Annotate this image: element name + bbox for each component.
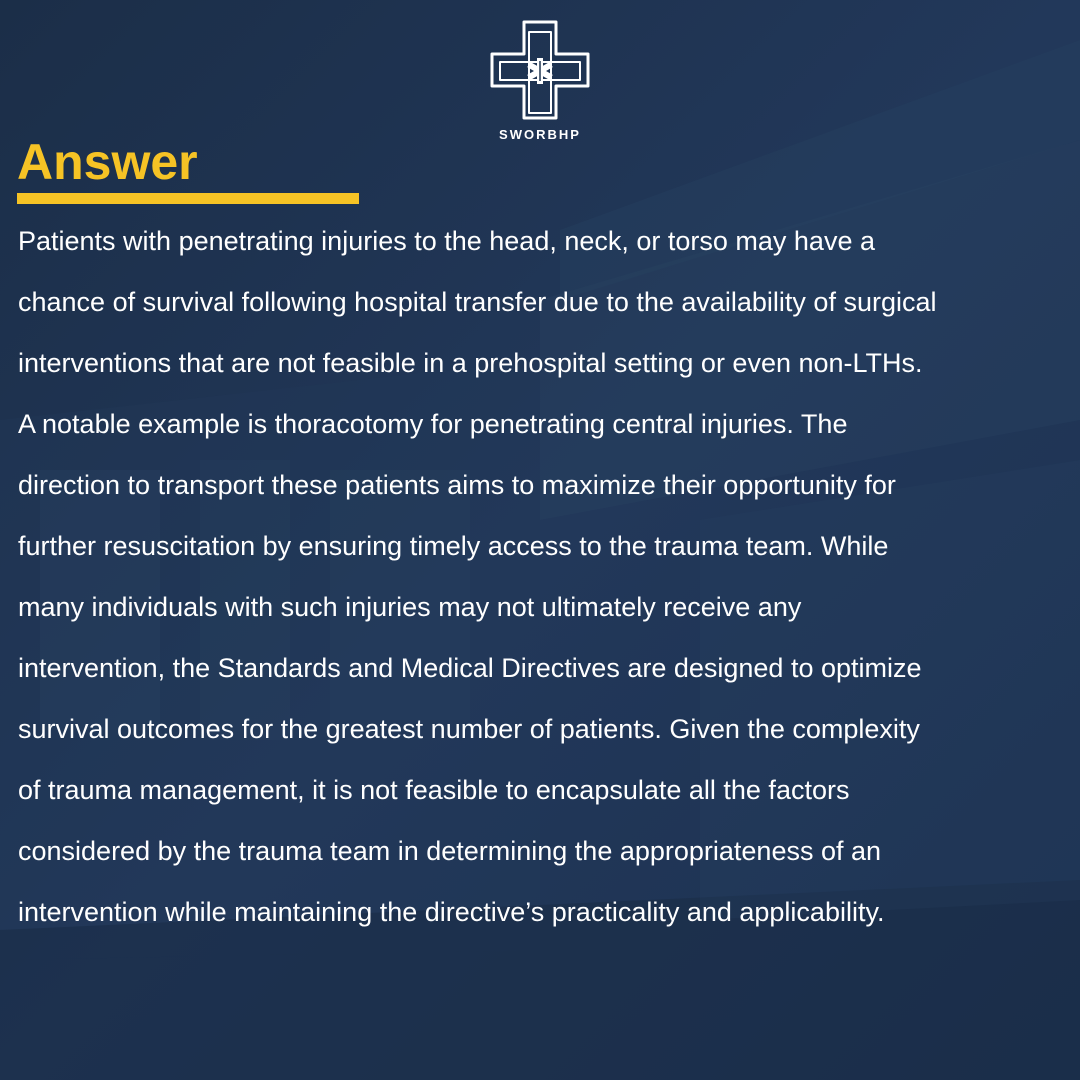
paragraph-line: Patients with penetrating injuries to the head, neck, or torso may have a	[18, 226, 875, 256]
paragraph-line: direction to transport these patients aims to maximize their opportunity for	[18, 470, 896, 500]
paragraph-line: chance of survival following hospital transfer due to the availability of surgical	[18, 287, 937, 317]
answer-paragraph	[18, 211, 1070, 943]
title-underline	[17, 193, 359, 204]
paragraph-line: intervention, the Standards and Medical Directives are designed to optimize	[18, 653, 922, 683]
paragraph-line: of trauma management, it is not feasible to encapsulate all the factors	[18, 775, 850, 805]
paragraph-line: considered by the trauma team in determining the appropriateness of an	[18, 836, 882, 866]
paragraph-line: interventions that are not feasible in a prehospital setting or even non-LTHs.	[18, 348, 923, 378]
paragraph-line: intervention while maintaining the directive’s practicality and applicability.	[18, 897, 885, 927]
paragraph-line: further resuscitation by ensuring timely access to the trauma team. While	[18, 531, 889, 561]
paragraph-line: many individuals with such injuries may not ultimately receive any	[18, 592, 802, 622]
page-title: Answer	[17, 134, 198, 190]
brand-name: SWORBHP	[499, 127, 581, 142]
paragraph-line: survival outcomes for the greatest number of patients. Given the complexity	[18, 714, 920, 744]
paragraph-line: A notable example is thoracotomy for penetrating central injuries. The	[18, 409, 848, 439]
